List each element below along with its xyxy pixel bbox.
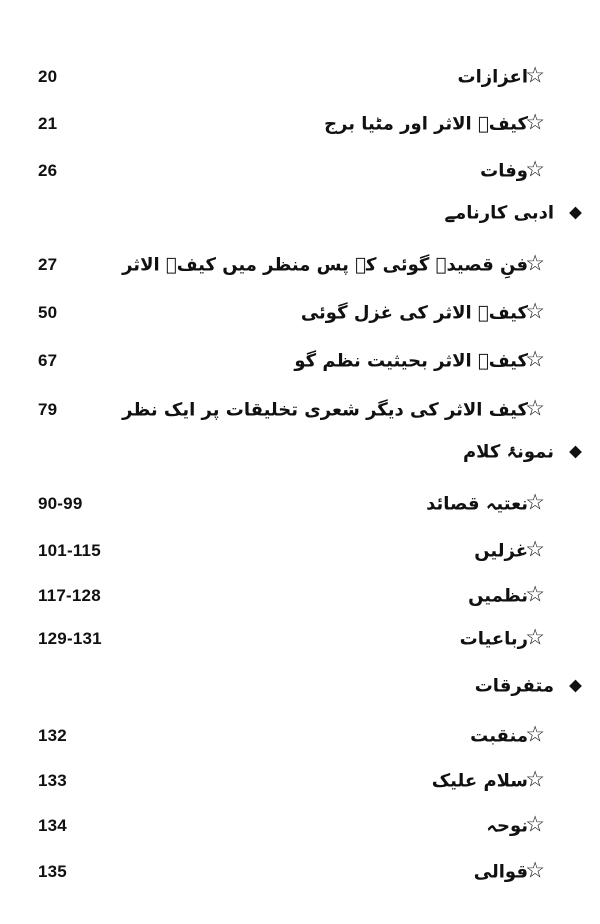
page-number: 50 bbox=[38, 303, 58, 322]
star-outline-icon: ☆ bbox=[525, 299, 545, 325]
entry-title: نعتیہ قصائد bbox=[426, 493, 528, 515]
star-outline-icon: ☆ bbox=[525, 767, 545, 793]
toc-entry bbox=[0, 484, 600, 524]
toc-entry bbox=[0, 104, 600, 144]
entry-title: کیف الاثر کی دیگر شعری تخلیقات پر ایک نظر bbox=[122, 399, 528, 421]
toc-entry bbox=[0, 852, 600, 892]
page-number: 129-131 bbox=[38, 629, 102, 648]
star-outline-icon: ☆ bbox=[525, 722, 545, 748]
toc-entry bbox=[0, 806, 600, 846]
toc-entry bbox=[0, 293, 600, 333]
toc-entry bbox=[0, 57, 600, 97]
page-number: 67 bbox=[38, 351, 58, 370]
star-outline-icon: ☆ bbox=[525, 396, 545, 422]
page-number: 101-115 bbox=[38, 541, 101, 560]
star-outline-icon: ☆ bbox=[525, 812, 545, 838]
toc-entry bbox=[0, 341, 600, 381]
page-number: 134 bbox=[38, 816, 67, 835]
star-outline-icon: ☆ bbox=[525, 582, 545, 608]
page-number: 90-99 bbox=[38, 494, 83, 513]
toc-entry bbox=[0, 531, 600, 571]
star-outline-icon: ☆ bbox=[525, 63, 545, 89]
section-title: متفرقات bbox=[474, 675, 554, 697]
page-number: 132 bbox=[38, 726, 67, 745]
page-number: 20 bbox=[38, 67, 58, 86]
entry-title: نظمیں bbox=[468, 585, 528, 607]
star-outline-icon: ☆ bbox=[525, 110, 545, 136]
page-number: 27 bbox=[38, 255, 58, 274]
diamond-bullet-icon bbox=[569, 680, 582, 693]
page-number: 26 bbox=[38, 161, 58, 180]
star-outline-icon: ☆ bbox=[525, 625, 545, 651]
page-number: 135 bbox=[38, 862, 67, 881]
page-number: 133 bbox=[38, 771, 67, 790]
entry-title: کیفؔ الاثر بحیثیت نظم گو bbox=[294, 350, 528, 372]
toc-entry bbox=[0, 245, 600, 285]
toc-section-heading bbox=[0, 193, 600, 233]
star-outline-icon: ☆ bbox=[525, 537, 545, 563]
toc-entry bbox=[0, 390, 600, 430]
page-number: 79 bbox=[38, 400, 58, 419]
star-outline-icon: ☆ bbox=[525, 347, 545, 373]
diamond-bullet-icon bbox=[569, 207, 582, 220]
entry-title: فنِ قصیدہ گوئی کے پس منظر میں کیفؔ الاثر bbox=[122, 254, 528, 276]
toc-section-heading bbox=[0, 432, 600, 472]
page-number: 117-128 bbox=[38, 586, 101, 605]
toc-section-heading bbox=[0, 666, 600, 706]
section-title: نمونۂ کلام bbox=[462, 441, 554, 463]
entry-title: وفات bbox=[480, 160, 528, 182]
entry-title: اعزازات bbox=[457, 66, 528, 88]
entry-title: کیفؔ الاثر کی غزل گوئی bbox=[300, 302, 528, 324]
entry-title: منقبت bbox=[470, 725, 528, 747]
star-outline-icon: ☆ bbox=[525, 251, 545, 277]
section-title: ادبی کارنامے bbox=[444, 202, 554, 224]
star-outline-icon: ☆ bbox=[525, 858, 545, 884]
entry-title: نوحہ bbox=[486, 815, 528, 837]
toc-entry bbox=[0, 619, 600, 659]
entry-title: کیفؔ الاثر اور مٹیا برج bbox=[324, 113, 528, 135]
star-outline-icon: ☆ bbox=[525, 490, 545, 516]
entry-title: رباعیات bbox=[459, 628, 528, 650]
page-number: 21 bbox=[38, 114, 58, 133]
entry-title: غزلیں bbox=[474, 540, 528, 562]
entry-title: سلام علیک bbox=[431, 770, 528, 792]
entry-title: قوالی bbox=[473, 861, 528, 883]
star-outline-icon: ☆ bbox=[525, 157, 545, 183]
diamond-bullet-icon bbox=[569, 446, 582, 459]
toc-entry bbox=[0, 716, 600, 756]
toc-entry bbox=[0, 576, 600, 616]
toc-entry bbox=[0, 151, 600, 191]
toc-entry bbox=[0, 761, 600, 801]
